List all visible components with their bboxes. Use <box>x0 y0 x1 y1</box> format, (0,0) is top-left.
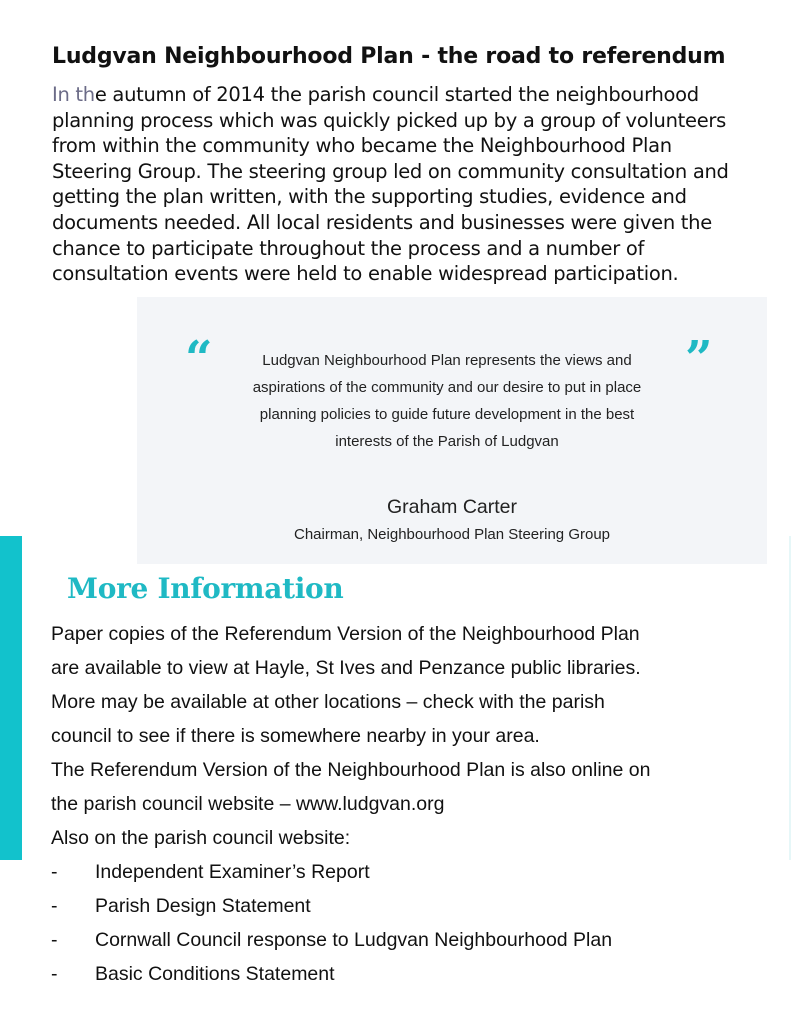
intro-text: e autumn of 2014 the parish council started the neighbourhood planning process which was quickly picked up by a group of volunteers from within the community who became the Neighbourhood Plan Steering Group. The steering group led on community consultation and getting the plan written, with the supporting studies, evidence and documents needed. All local residents and businesses were given the chance to participate throughout the process and a number of consultation events were held to enable widespread participation. <box>52 83 729 286</box>
info-line: The Referendum Version of the Neighbourhood Plan is also online on <box>51 759 651 781</box>
document-list <box>51 855 771 991</box>
quote-text: Ludgvan Neighbourhood Plan represents the views and aspirations of the community and our desire to put in place planning policies to guide future development in the best interests of the Parish of Ludgvan <box>252 352 642 450</box>
quote-author: Graham Carter <box>386 496 518 518</box>
bullet-dash: - <box>51 895 58 917</box>
more-information-heading: More Information <box>67 572 344 605</box>
bullet-dash: - <box>51 929 58 951</box>
open-quote-icon: “ <box>185 331 213 387</box>
list-item-label: Parish Design Statement <box>95 895 311 917</box>
accent-side-bar <box>0 536 22 860</box>
info-line: the parish council website – www.ludgvan.org <box>51 793 445 815</box>
bullet-dash: - <box>51 861 58 883</box>
list-item <box>51 855 771 889</box>
bullet-dash: - <box>51 963 58 985</box>
info-line: Also on the parish council website: <box>51 827 351 849</box>
intro-faded-text: In th <box>52 83 95 106</box>
info-line: More may be available at other locations – check with the parish <box>51 691 605 713</box>
pull-quote <box>137 297 767 564</box>
intro-paragraph <box>52 82 752 287</box>
article-title: Ludgvan Neighbourhood Plan - the road to referendum <box>52 44 726 69</box>
list-item <box>51 889 771 923</box>
more-information-body <box>51 617 771 991</box>
info-line: council to see if there is somewhere nearby in your area. <box>51 725 540 747</box>
list-item <box>51 923 771 957</box>
list-item-label: Basic Conditions Statement <box>95 963 335 985</box>
list-item <box>51 957 771 991</box>
info-line: Paper copies of the Referendum Version of the Neighbourhood Plan <box>51 623 640 645</box>
close-quote-icon: ” <box>685 331 713 387</box>
quote-author-role: Chairman, Neighbourhood Plan Steering Group <box>293 526 611 543</box>
info-line: are available to view at Hayle, St Ives and Penzance public libraries. <box>51 657 641 679</box>
list-item-label: Independent Examiner’s Report <box>95 861 370 883</box>
list-item-label: Cornwall Council response to Ludgvan Neighbourhood Plan <box>95 929 613 951</box>
